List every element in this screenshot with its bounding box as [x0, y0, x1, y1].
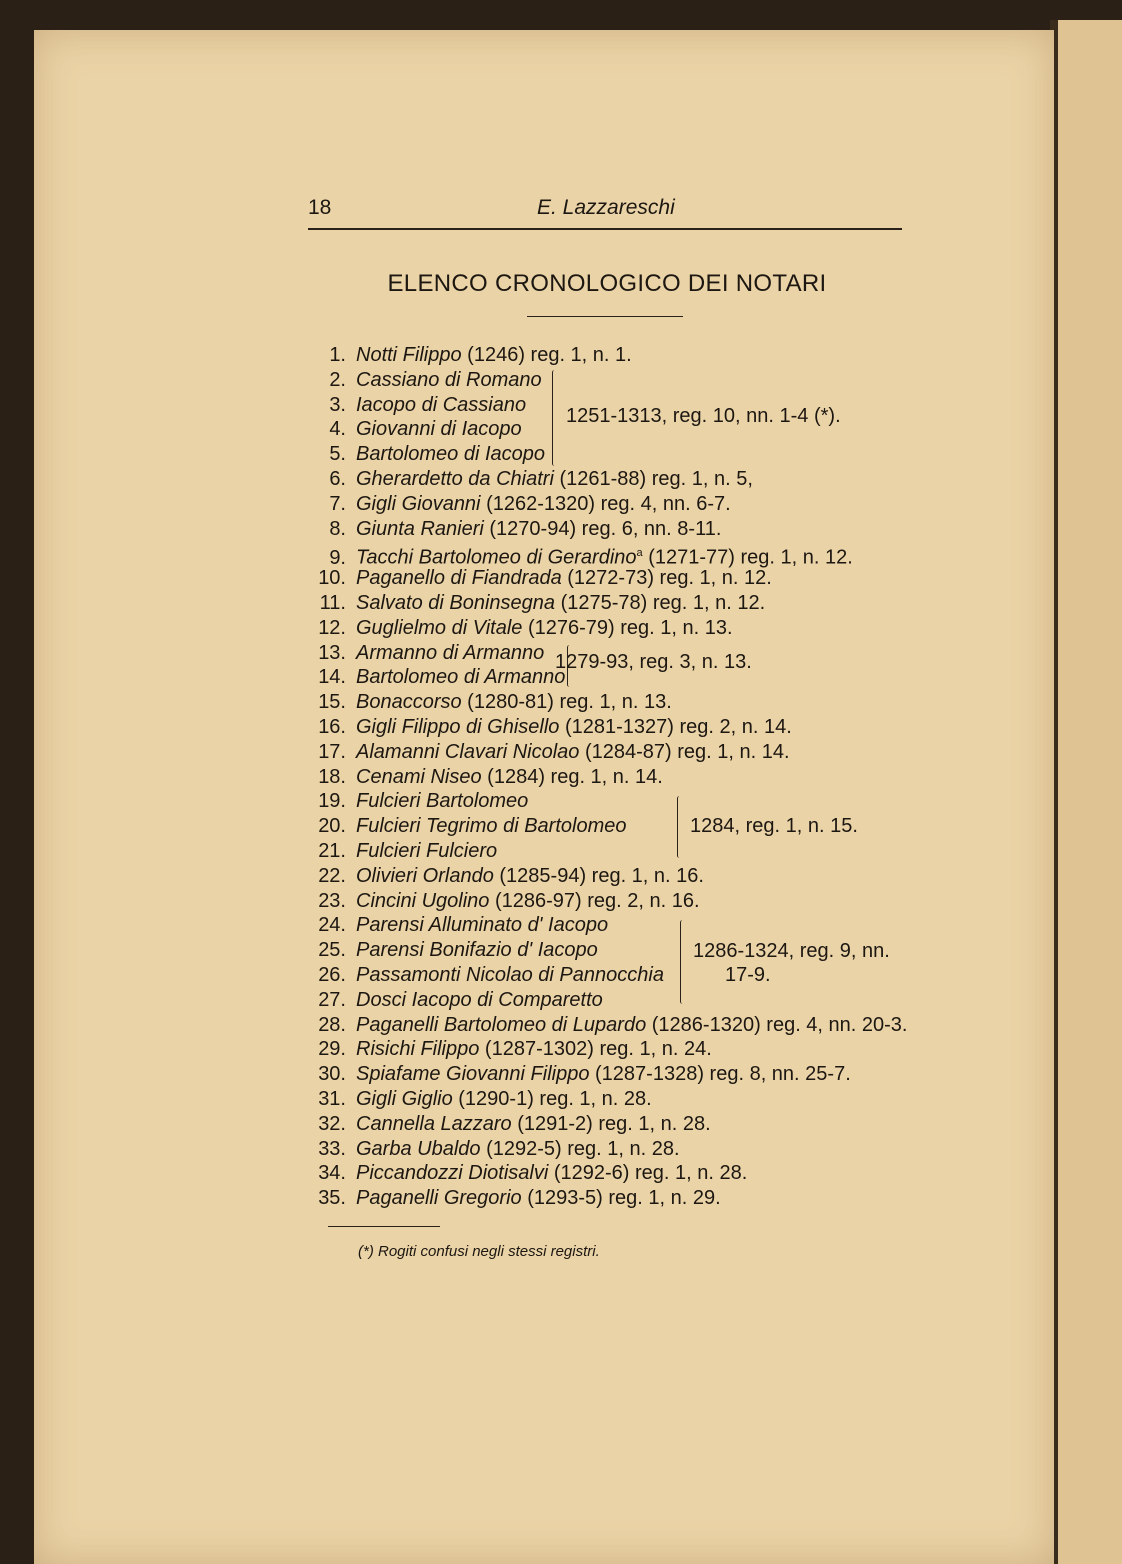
- notary-name: Paganelli Gregorio: [356, 1187, 522, 1210]
- entry-details: (1262-1320) reg. 4, nn. 6-7.: [480, 492, 731, 515]
- entry-details: (1275-78) reg. 1, n. 12.: [555, 591, 766, 614]
- entry-details: (1292-6) reg. 1, n. 28.: [548, 1162, 748, 1185]
- list-item: [300, 864, 907, 889]
- brace-19-21: [677, 796, 682, 858]
- entry-number: 29.: [318, 1038, 346, 1061]
- list-item: [300, 913, 907, 938]
- entry-number: 2.: [329, 368, 346, 391]
- entry-details: (1270-94) reg. 6, nn. 8-11.: [483, 517, 722, 540]
- entry-details: (1285-94) reg. 1, n. 16.: [493, 864, 704, 887]
- entry-number: 13.: [318, 641, 346, 664]
- notary-name: Giovanni di Iacopo: [356, 418, 522, 441]
- entry-number: 3.: [329, 393, 346, 416]
- group-24-27-note-line2: 17-9.: [725, 964, 771, 986]
- notary-list: [300, 343, 907, 1211]
- page-number: 18: [308, 196, 332, 219]
- entry-details: (1272-73) reg. 1, n. 12.: [561, 567, 772, 590]
- list-item: [300, 442, 907, 467]
- entry-details: (1293-5) reg. 1, n. 29.: [521, 1187, 721, 1210]
- entry-number: 33.: [318, 1137, 346, 1160]
- list-item: [300, 839, 907, 864]
- notary-name: Parensi Bonifazio d' Iacopo: [356, 939, 598, 962]
- facing-page-edge: [1058, 20, 1122, 1564]
- notary-name: Guglielmo di Vitale: [356, 616, 523, 639]
- entry-details: (1246) reg. 1, n. 1.: [461, 344, 632, 366]
- list-item: [300, 343, 907, 368]
- notary-name: Gherardetto da Chiatri: [356, 467, 554, 490]
- entry-number: 11.: [319, 591, 346, 614]
- list-item: [300, 616, 907, 641]
- entry-number: 5.: [329, 443, 346, 466]
- list-item: [300, 740, 907, 765]
- notary-name: Fulcieri Bartolomeo: [356, 790, 529, 813]
- notary-name: Fulcieri Fulciero: [356, 839, 498, 862]
- list-item: [300, 789, 907, 814]
- list-item: [300, 1161, 907, 1186]
- entry-details: (1284-87) reg. 1, n. 14.: [579, 740, 790, 763]
- header-rule: [308, 228, 902, 230]
- notary-name: Piccandozzi Diotisalvi: [356, 1162, 549, 1185]
- entry-details: (1286-97) reg. 2, n. 16.: [489, 889, 700, 912]
- list-item: [300, 988, 907, 1013]
- notary-name: Paganelli Bartolomeo di Lupardo: [356, 1013, 647, 1036]
- list-item: [300, 1112, 907, 1137]
- entry-number: 25.: [318, 939, 346, 962]
- notary-name: Notti Filippo: [356, 344, 462, 366]
- group-2-5-note: 1251-1313, reg. 10, nn. 1-4 (*).: [566, 405, 841, 427]
- entry-details: (1271-77) reg. 1, n. 12.: [642, 547, 853, 570]
- entry-details: (1286-1320) reg. 4, nn. 20-3.: [646, 1013, 908, 1036]
- notary-name: Dosci Iacopo di Comparetto: [356, 988, 603, 1011]
- entry-details: (1287-1302) reg. 1, n. 24.: [479, 1038, 712, 1061]
- entry-number: 28.: [318, 1013, 346, 1036]
- list-item: [300, 1087, 907, 1112]
- entry-details: (1292-5) reg. 1, n. 28.: [480, 1137, 680, 1160]
- notary-name: Giunta Ranieri: [356, 517, 484, 540]
- entry-number: 27.: [318, 988, 346, 1011]
- list-item: [300, 1037, 907, 1062]
- entry-number: 15.: [318, 691, 346, 714]
- group-19-21-note: 1284, reg. 1, n. 15.: [690, 815, 858, 837]
- entry-number: 22.: [318, 864, 346, 887]
- footnote-rule: [328, 1226, 440, 1227]
- notary-name: Alamanni Clavari Nicolao: [356, 740, 580, 763]
- notary-name: Iacopo di Cassiano: [356, 393, 527, 416]
- entry-details: (1291-2) reg. 1, n. 28.: [511, 1112, 711, 1135]
- notary-name: Spiafame Giovanni Filippo: [356, 1063, 590, 1086]
- list-item: [300, 492, 907, 517]
- list-item: [300, 368, 907, 393]
- notary-name: Olivieri Orlando: [356, 864, 494, 887]
- entry-number: 34.: [318, 1162, 346, 1185]
- notary-name: Cannella Lazzaro: [356, 1112, 512, 1135]
- entry-number: 23.: [318, 889, 346, 912]
- list-item: [300, 1137, 907, 1162]
- list-item: [300, 566, 907, 591]
- entry-number: 31.: [318, 1087, 346, 1110]
- entry-details: (1284) reg. 1, n. 14.: [481, 765, 663, 788]
- group-24-27-note-line1: 1286-1324, reg. 9, nn.: [693, 940, 890, 962]
- list-item: [300, 467, 907, 492]
- list-item: [300, 1062, 907, 1087]
- notary-name: Armanno di Armanno: [356, 641, 545, 664]
- superscript-note: a: [636, 547, 643, 560]
- entry-number: 19.: [318, 790, 346, 813]
- entry-number: 21.: [318, 839, 346, 862]
- notary-name: Garba Ubaldo: [356, 1137, 481, 1160]
- entry-number: 32.: [318, 1112, 346, 1135]
- page-title: ELENCO CRONOLOGICO DEI NOTARI: [387, 270, 827, 297]
- list-item: [300, 1013, 907, 1038]
- entry-details: (1280-81) reg. 1, n. 13.: [461, 691, 672, 714]
- entry-number: 16.: [318, 715, 346, 738]
- list-item: [300, 963, 907, 988]
- notary-name: Cincini Ugolino: [356, 889, 490, 912]
- notary-name: Fulcieri Tegrimo di Bartolomeo: [356, 815, 627, 838]
- entry-number: 4.: [329, 418, 346, 441]
- list-item: [300, 591, 907, 616]
- entry-details: (1281-1327) reg. 2, n. 14.: [559, 715, 792, 738]
- entry-number: 24.: [318, 914, 346, 937]
- entry-details: (1287-1328) reg. 8, nn. 25-7.: [589, 1063, 851, 1086]
- entry-number: 12.: [318, 616, 346, 639]
- entry-number: 18.: [318, 765, 346, 788]
- list-item: [300, 1186, 907, 1211]
- entry-number: 9.: [329, 547, 346, 570]
- entry-number: 14.: [318, 666, 346, 689]
- notary-name: Bartolomeo di Iacopo: [356, 443, 546, 466]
- notary-name: Gigli Giglio: [356, 1087, 453, 1110]
- title-rule: [527, 316, 683, 317]
- list-item: [300, 541, 907, 570]
- running-header-author: E. Lazzareschi: [537, 196, 675, 219]
- brace-2-5: [552, 370, 557, 466]
- list-item: [300, 889, 907, 914]
- notary-name: Tacchi Bartolomeo di Gerardino: [356, 547, 637, 570]
- entry-details: (1261-88) reg. 1, n. 5,: [553, 467, 753, 490]
- entry-number: 1.: [329, 344, 346, 366]
- entry-details: (1290-1) reg. 1, n. 28.: [452, 1087, 652, 1110]
- notary-name: Salvato di Boninsegna: [356, 591, 556, 614]
- entry-number: 35.: [318, 1187, 346, 1210]
- entry-number: 7.: [329, 492, 346, 515]
- notary-name: Bonaccorso: [356, 691, 462, 714]
- entry-number: 8.: [329, 517, 346, 540]
- brace-24-27: [680, 920, 685, 1004]
- notary-name: Cenami Niseo: [356, 765, 482, 788]
- notary-name: Parensi Alluminato d' Iacopo: [356, 914, 609, 937]
- entry-number: 10.: [318, 567, 346, 590]
- list-item: [300, 715, 907, 740]
- list-item: [300, 765, 907, 790]
- notary-name: Paganello di Fiandrada: [356, 567, 562, 590]
- notary-name: Bartolomeo di Armanno: [356, 666, 566, 689]
- entry-number: 17.: [318, 740, 346, 763]
- notary-name: Risichi Filippo: [356, 1038, 480, 1061]
- notary-name: Cassiano di Romano: [356, 368, 542, 391]
- entry-number: 20.: [318, 815, 346, 838]
- list-item: [300, 690, 907, 715]
- notary-name: Gigli Filippo di Ghisello: [356, 715, 560, 738]
- entry-details: (1276-79) reg. 1, n. 13.: [522, 616, 733, 639]
- footnote: (*) Rogiti confusi negli stessi registri.: [358, 1243, 600, 1260]
- notary-name: Passamonti Nicolao di Pannocchia: [356, 963, 664, 986]
- entry-number: 30.: [318, 1063, 346, 1086]
- entry-number: 6.: [329, 467, 346, 490]
- list-item: [300, 517, 907, 542]
- group-13-14-note: 1279-93, reg. 3, n. 13.: [555, 651, 752, 673]
- notary-name: Gigli Giovanni: [356, 492, 481, 515]
- entry-number: 26.: [318, 963, 346, 986]
